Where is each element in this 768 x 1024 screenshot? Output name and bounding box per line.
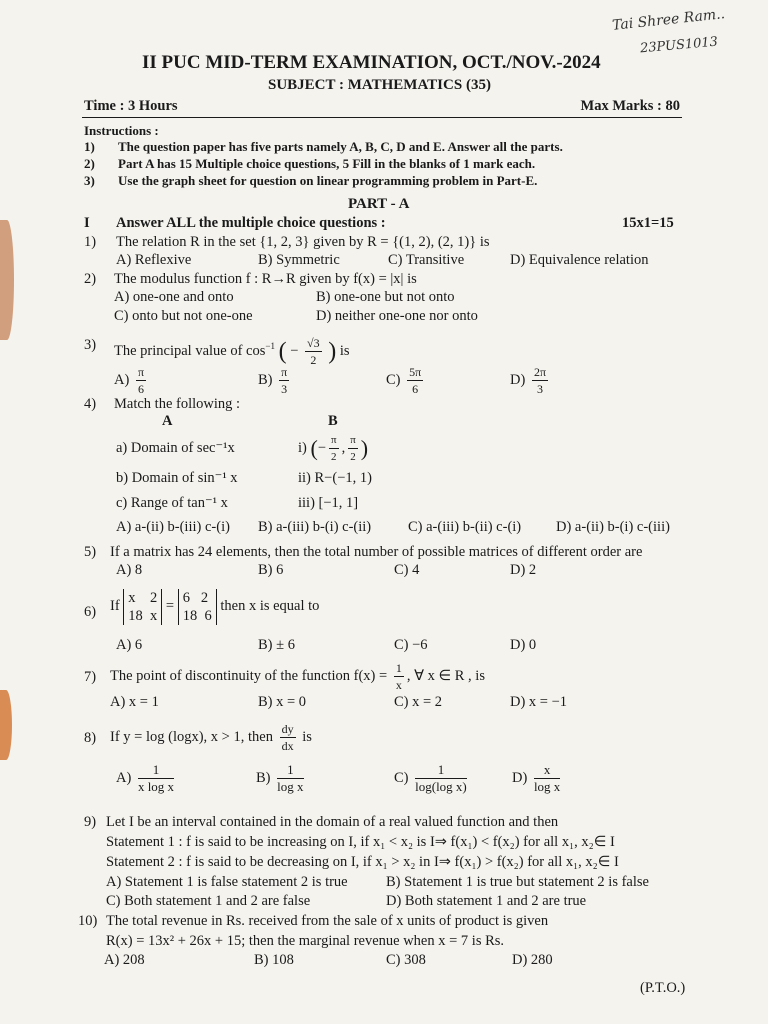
option-c: C) $\frac{5\pi}{6}$	[386, 365, 422, 396]
option-a: A) $\frac{1}{\text{x log x}}$	[116, 762, 175, 794]
question-text: The relation R in the set {1, 2, 3} given by R = {(1, 2), (2, 1)} is	[116, 234, 490, 250]
question-number: 8)	[84, 730, 97, 746]
question-text: If x 2 18 x = 6 2 18 6 then x is equal to	[110, 589, 320, 624]
question-number: 3)	[84, 337, 97, 353]
option-d: D) $\frac{2\pi}{3}$	[510, 365, 546, 396]
option-c: C) $\frac{1}{\text{log(log x)}}$	[394, 762, 467, 794]
option-d: D) 0	[510, 637, 537, 653]
instruction-item: The question paper has five parts namely A, B, C, D and E. Answer all the parts.	[118, 139, 563, 154]
option-b: B) x = 0	[258, 694, 307, 710]
instruction-num: 1)	[84, 139, 95, 154]
match-row-b: ii) R−(−1, 1)	[298, 470, 372, 486]
question-number: 4)	[84, 396, 97, 412]
option-d: D) x = −1	[510, 694, 568, 710]
option-d: D) neither one-one nor onto	[316, 308, 478, 324]
handwritten-code: 23PUS1013	[639, 34, 719, 57]
match-row-a: c) Range of tan⁻¹ x	[116, 495, 228, 511]
part-title: PART - A	[348, 196, 410, 212]
question-text: If y = log (logx), x > 1, then $\frac{dy}{dx}$ is	[110, 722, 312, 754]
option-a: A) x = 1	[110, 694, 159, 710]
column-a-heading: A	[162, 413, 173, 429]
option-c: C) 308	[386, 952, 426, 968]
option-b: B) Statement 1 is true but statement 2 is false	[386, 874, 649, 890]
question-text: The principal value of $\cos^{-1}$ ( − $\frac{√3}{2}$ ) is	[114, 336, 350, 367]
option-a: A) $\frac{\pi}{6}$	[114, 365, 144, 396]
section-number: I	[84, 215, 90, 231]
match-row-b: iii) [−1, 1]	[298, 495, 359, 511]
question-text: The total revenue in Rs. received from the sale of x units of product is given	[106, 913, 549, 929]
instruction-num: 3)	[84, 173, 95, 188]
option-b: B) Symmetric	[258, 252, 340, 268]
question-text: R(x) = 13x² + 26x + 15; then the marginal revenue when x = 7 is Rs.	[106, 933, 505, 949]
header-divider	[82, 117, 682, 118]
column-b-heading: B	[328, 413, 338, 429]
statement-2: Statement 2 : f is said to be decreasing on I, if x₁ > x₂ in I⇒ f(x₁) > f(x₂) for all x₁, x₂∈ I	[106, 854, 619, 870]
option-a: A) 208	[104, 952, 145, 968]
option-b: B) 108	[254, 952, 294, 968]
option-a: A) 8	[116, 562, 143, 578]
match-row-a: b) Domain of sin⁻¹ x	[116, 470, 238, 486]
determinant-right: 6 2 18 6	[178, 589, 217, 625]
option-b: B) one-one but not onto	[316, 289, 455, 305]
time-label: Time : 3 Hours	[84, 98, 178, 114]
option-c: C) onto but not one-one	[114, 308, 253, 324]
option-d: D) $\frac{x}{\text{log x}}$	[512, 762, 561, 794]
option-c: C) 4	[394, 562, 420, 578]
subject-line: SUBJECT : MATHEMATICS (35)	[268, 77, 491, 93]
question-number: 6)	[84, 604, 97, 620]
match-row-b: i) (− $\frac{\pi}{2}$ , $\frac{\pi}{2}$ )	[298, 434, 369, 463]
determinant-left: x 2 18 x	[123, 589, 162, 625]
option-d: D) Both statement 1 and 2 are true	[386, 893, 587, 909]
instructions-heading: Instructions :	[84, 123, 159, 138]
option-d: D) 2	[510, 562, 537, 578]
pto-label: (P.T.O.)	[640, 980, 686, 996]
question-number: 1)	[84, 234, 97, 250]
question-text: The point of discontinuity of the function f(x) = $\frac{1}{x}$ , ∀ x ∈ R , is	[110, 661, 485, 693]
match-row-a: a) Domain of sec⁻¹x	[116, 440, 235, 456]
option-d: D) Equivalence relation	[510, 252, 649, 268]
option-a: A) a-(ii) b-(iii) c-(i)	[116, 519, 230, 535]
option-a: A) Reflexive	[116, 252, 192, 268]
finger-shadow	[0, 220, 14, 340]
max-marks: Max Marks : 80	[580, 98, 680, 114]
instruction-num: 2)	[84, 156, 95, 171]
question-number: 7)	[84, 669, 97, 685]
option-c: C) Both statement 1 and 2 are false	[106, 893, 311, 909]
option-b: B) $\frac{1}{\text{log x}}$	[256, 762, 304, 794]
option-d: D) 280	[512, 952, 553, 968]
option-c: C) Transitive	[388, 252, 465, 268]
option-a: A) one-one and onto	[114, 289, 234, 305]
option-b: B) a-(iii) b-(i) c-(ii)	[258, 519, 372, 535]
question-text: Let I be an interval contained in the domain of a real valued function and then	[106, 814, 559, 830]
section-instruction: Answer ALL the multiple choice questions :	[116, 215, 386, 231]
section-marks: 15x1=15	[622, 215, 674, 231]
option-d: D) a-(ii) b-(i) c-(iii)	[556, 519, 670, 535]
option-c: C) a-(iii) b-(ii) c-(i)	[408, 519, 522, 535]
option-c: C) −6	[394, 637, 428, 653]
handwritten-name: Tai Shree Ram..	[611, 6, 726, 34]
question-number: 5)	[84, 544, 97, 560]
question-text: The modulus function f : R→R given by f(x) = |x| is	[114, 271, 417, 287]
exam-title: II PUC MID-TERM EXAMINATION, OCT./NOV.-2024	[142, 52, 601, 73]
option-b: B) 6	[258, 562, 284, 578]
question-number: 9)	[84, 814, 97, 830]
instruction-item: Use the graph sheet for question on linear programming problem in Part-E.	[118, 173, 538, 188]
question-text: If a matrix has 24 elements, then the total number of possible matrices of different order are	[110, 544, 643, 560]
question-number: 2)	[84, 271, 97, 287]
option-b: B) ± 6	[258, 637, 295, 653]
statement-1: Statement 1 : f is said to be increasing on I, if x₁ < x₂ is I⇒ f(x₁) < f(x₂) for all x₁, x₂∈ I	[106, 834, 615, 850]
option-b: B) $\frac{\pi}{3}$	[258, 365, 288, 396]
question-text: Match the following :	[114, 396, 241, 412]
option-a: A) 6	[116, 637, 143, 653]
finger-shadow	[0, 690, 12, 760]
option-a: A) Statement 1 is false statement 2 is true	[106, 874, 348, 890]
question-number: 10)	[78, 913, 98, 929]
option-c: C) x = 2	[394, 694, 443, 710]
instruction-item: Part A has 15 Multiple choice questions, 5 Fill in the blanks of 1 mark each.	[118, 156, 536, 171]
